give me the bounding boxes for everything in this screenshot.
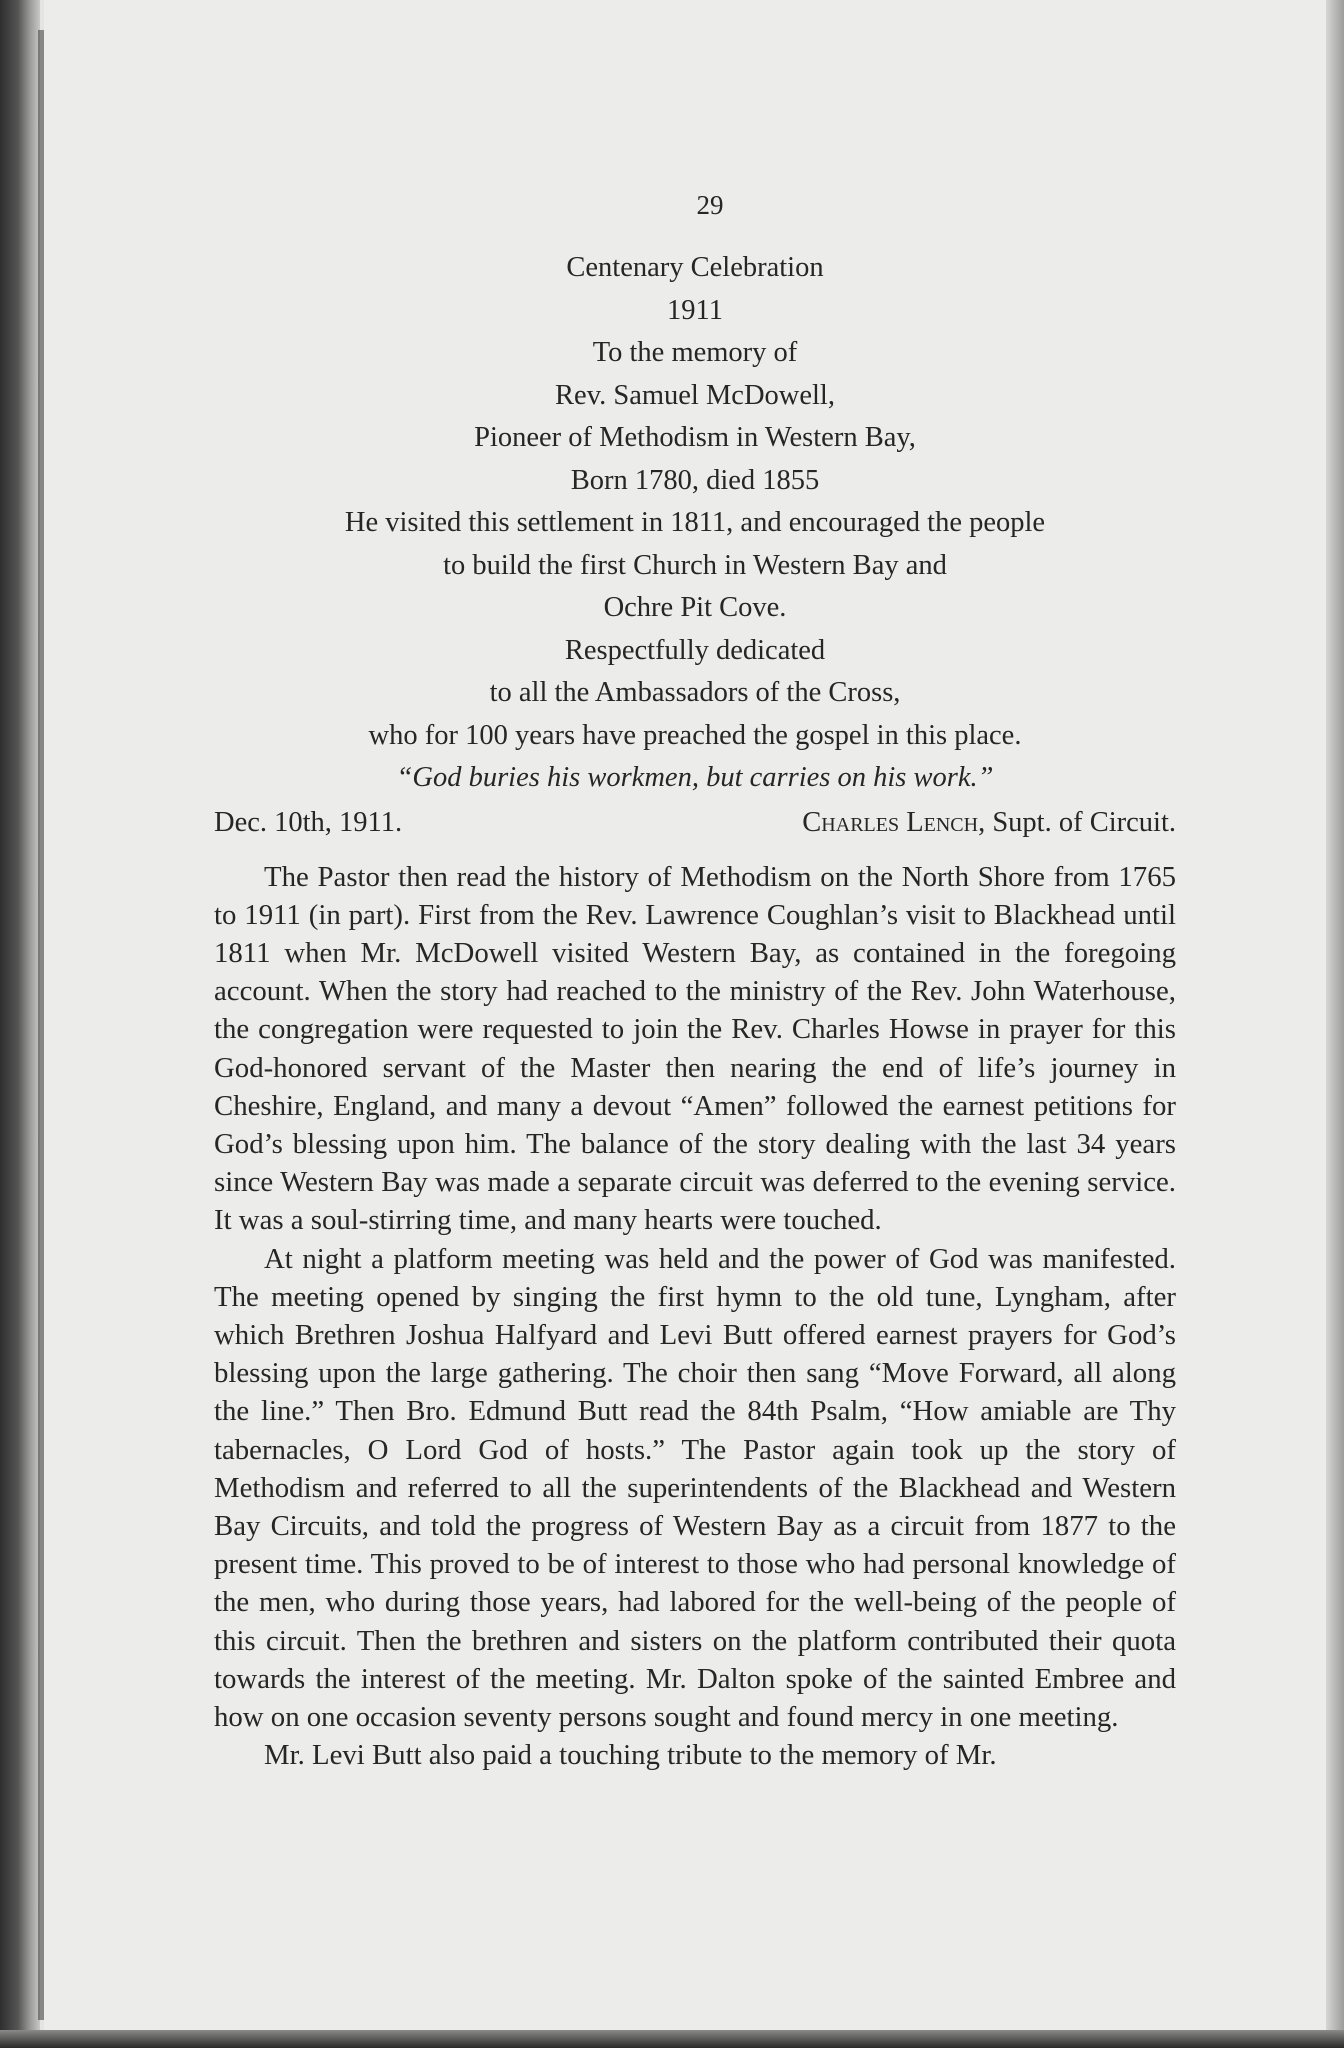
dedication-line: Respectfully dedicated — [564, 634, 826, 666]
signature-name: Charles Lench — [802, 806, 979, 838]
page-bottom-shadow — [0, 2030, 1344, 2048]
body-paragraph: The Pastor then read the history of Methodism on the North Shore from 1765 to 1911 (in part). First from the Rev. Lawrence Coughlan’s visit to Blackhead until 1811 when Mr. McDowell visited Western Bay, as contained in the foregoing account. When the story had reached to the ministry of the Rev. John Waterhouse, the congregation were requested to join the Rev. Charles Howse in prayer for this God-honored servant of the Master then nearing the end of life’s journey in Cheshire, England, and many a devout “Amen” followed the earnest petitions for God’s blessing upon him. The balance of the story dealing with the last 34 years since Western Bay was made a separate circuit was deferred to the evening service. It was a soul-stirring time, and many hearts were touched. — [214, 860, 1176, 1237]
dedication-line: Pioneer of Methodism in Western Bay, — [474, 422, 916, 453]
dedication-line: He visited this settlement in 1811, and encouraged the people — [344, 507, 1046, 538]
dedication-line: who for 100 years have preached the gospel in this place. — [368, 719, 1022, 751]
body-paragraph: Mr. Levi Butt also paid a touching tribute to the memory of Mr. — [264, 1739, 997, 1772]
dedication-quote: “God buries his workmen, but carries on his work.” — [396, 762, 994, 793]
page-right-edge — [1326, 0, 1344, 2048]
page-number: 29 — [696, 190, 724, 220]
signature — [802, 802, 1176, 844]
dedication-line: Centenary Celebration — [566, 252, 824, 283]
dedication-line: to build the first Church in Western Bay and — [443, 549, 947, 581]
body-paragraph: At night a platform meeting was held and the power of God was manifested. The meeting opened by singing the first hymn to the old tune, Lyngham, after which Brethren Joshua Halfyard and Levi Butt offered earnest prayers for God’s blessing upon the large gathering. The choir then sang “Move Forward, all along the line.” Then Bro. Edmund Butt read the 84th Psalm, “How amiable are Thy tabernacles, O Lord God of hosts.” The Pastor again took up the story of Methodism and referred to all the superintendents of the Blackhead and Western Bay Circuits, and told the progress of Western Bay as a circuit from 1877 to the present time. This proved to be of interest to those who had personal knowledge of the men, who during those years, had labored for the well-being of the people of this circuit. Then the brethren and sisters on the platform contributed their quota towards the interest of the meeting. Mr. Dalton spoke of the sainted Embree and how on one occasion seventy persons sought and found mercy in one meeting. — [214, 1242, 1176, 1733]
dedication-line: Ochre Pit Cove. — [603, 592, 787, 623]
dedication-line: Born 1780, died 1855 — [570, 464, 820, 496]
dedication-line: to all the Ambassadors of the Cross, — [489, 677, 901, 708]
dedication-block — [214, 247, 1176, 800]
signature-row — [214, 802, 1176, 844]
dedication-line: 1911 — [667, 294, 723, 326]
signature-title: , Supt. of Circuit. — [978, 806, 1176, 838]
dedication-line: Rev. Samuel McDowell, — [555, 379, 835, 411]
book-spine-shadow — [0, 0, 40, 2048]
dedication-line: To the memory of — [592, 337, 798, 368]
page-text-column — [214, 190, 1176, 1774]
dedication-date: Dec. 10th, 1911. — [214, 806, 403, 838]
